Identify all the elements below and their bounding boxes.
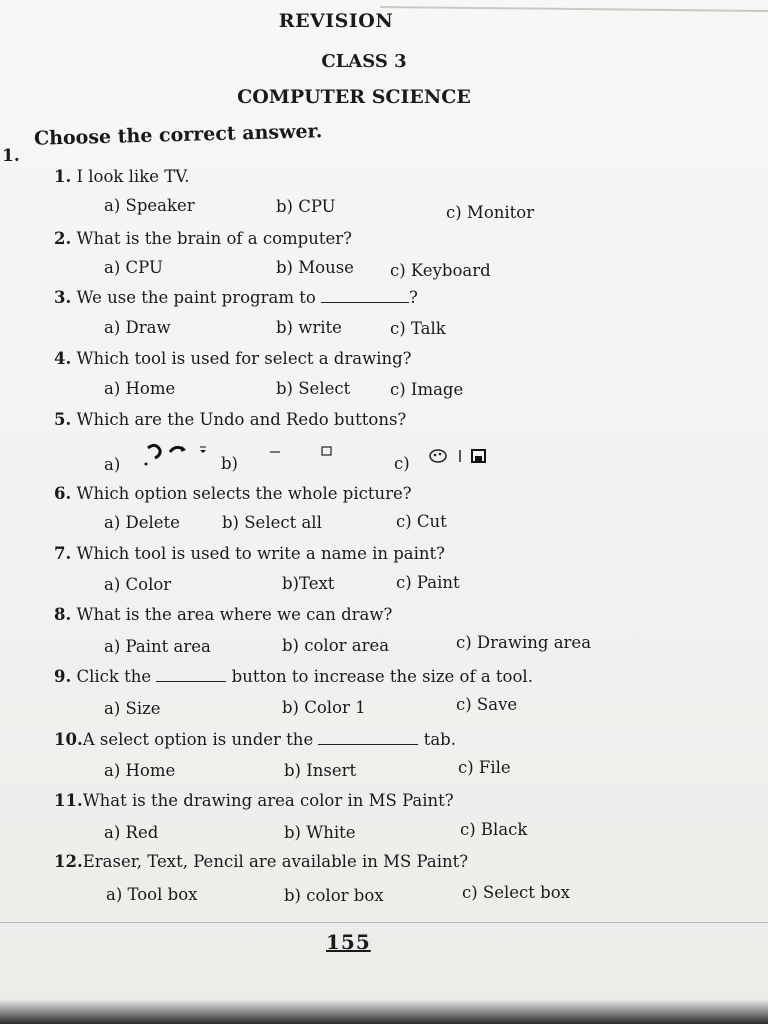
option-c: c) File	[458, 758, 511, 777]
question-text: Click the	[76, 667, 152, 686]
option-b: b) color area	[282, 636, 390, 655]
question-text-end: button to increase the size of a tool.	[231, 667, 533, 686]
option-c: c)	[394, 454, 410, 473]
question-12	[54, 852, 468, 871]
section-number: 1.	[2, 146, 20, 166]
question-10	[54, 730, 456, 749]
option-a: a) Paint area	[104, 637, 211, 656]
option-a: a) Tool box	[106, 885, 198, 904]
question-text: A select option is under the	[82, 730, 314, 749]
question-8	[54, 605, 392, 624]
option-c: c) Drawing area	[456, 633, 592, 652]
option-a: a) Home	[104, 379, 176, 398]
question-text: We use the paint program to	[76, 288, 316, 307]
answer-blank	[318, 730, 418, 745]
paint-save-icon	[428, 446, 492, 466]
footer-divider	[0, 922, 768, 923]
option-b: b)	[221, 454, 238, 473]
question-text: Which tool is used to write a name in paint?	[76, 544, 446, 563]
option-c: c) Black	[460, 820, 528, 839]
question-number: 5.	[54, 410, 72, 429]
option-b: b) Insert	[284, 761, 357, 780]
option-a: a) Draw	[104, 318, 171, 337]
option-b: b) color box	[284, 886, 384, 905]
option-b: b) CPU	[276, 197, 336, 216]
option-b: b) White	[284, 823, 356, 842]
question-number: 10.	[54, 730, 83, 749]
question-number: 7.	[54, 544, 72, 563]
option-c: c) Image	[390, 380, 464, 399]
option-a: a) Color	[104, 575, 172, 594]
option-c: c) Paint	[396, 573, 460, 592]
question-number: 6.	[54, 484, 72, 503]
option-c: c) Keyboard	[390, 261, 491, 280]
question-number: 11.	[54, 791, 83, 810]
option-c: c) Monitor	[446, 203, 535, 222]
question-2	[54, 229, 352, 248]
page-number: 155	[326, 930, 371, 954]
question-text: What is the area where we can draw?	[76, 605, 393, 624]
question-3	[54, 288, 418, 307]
question-text-end: ?	[409, 288, 418, 307]
class-label: CLASS 3	[321, 51, 407, 72]
question-text-end: tab.	[423, 730, 456, 749]
section-title: Choose the correct answer.	[33, 120, 323, 150]
question-number: 4.	[54, 349, 72, 368]
undo-redo-icon	[140, 440, 212, 468]
question-text: What is the drawing area color in MS Paint?	[82, 791, 454, 810]
option-b: b) Color 1	[282, 698, 366, 717]
question-number: 9.	[54, 667, 72, 686]
page-shadow	[0, 1000, 768, 1024]
option-c: c) Save	[456, 695, 518, 714]
option-a: a) CPU	[104, 258, 163, 277]
option-b: b) write	[276, 318, 342, 337]
question-text: I look like TV.	[76, 167, 190, 186]
question-number: 2.	[54, 229, 72, 248]
question-9	[54, 667, 533, 686]
question-number: 12.	[54, 852, 83, 871]
question-1	[54, 167, 189, 186]
question-6	[54, 484, 412, 503]
question-text: Which option selects the whole picture?	[76, 484, 412, 503]
question-number: 8.	[54, 605, 72, 624]
option-b: b) Select	[276, 379, 351, 398]
question-text: Which are the Undo and Redo buttons?	[76, 410, 407, 429]
question-11	[54, 791, 454, 810]
option-a: a) Delete	[104, 513, 180, 532]
subject-label: COMPUTER SCIENCE	[237, 86, 471, 108]
option-c: c) Select box	[462, 883, 570, 902]
option-b: b) Select all	[222, 513, 322, 532]
question-5	[54, 410, 406, 429]
option-c: c) Cut	[396, 512, 447, 531]
option-b: b) Mouse	[276, 258, 354, 277]
option-b: b)Text	[282, 574, 335, 593]
question-text: Eraser, Text, Pencil are available in MS Paint?	[82, 852, 469, 871]
question-text: Which tool is used for select a drawing?	[76, 349, 412, 368]
option-a: a) Size	[104, 699, 161, 718]
option-c: c) Talk	[390, 319, 446, 338]
minimize-maximize-icon	[262, 444, 342, 464]
option-a: a) Speaker	[104, 196, 195, 215]
question-4	[54, 349, 412, 368]
page-title: REVISION	[278, 10, 394, 32]
answer-blank	[156, 667, 226, 682]
question-7	[54, 544, 445, 563]
question-number: 1.	[54, 167, 72, 186]
question-text: What is the brain of a computer?	[76, 229, 352, 248]
option-a: a) Home	[104, 761, 176, 780]
answer-blank	[321, 288, 409, 303]
option-a: a) Red	[104, 823, 159, 842]
option-a: a)	[104, 455, 121, 474]
question-number: 3.	[54, 288, 72, 307]
